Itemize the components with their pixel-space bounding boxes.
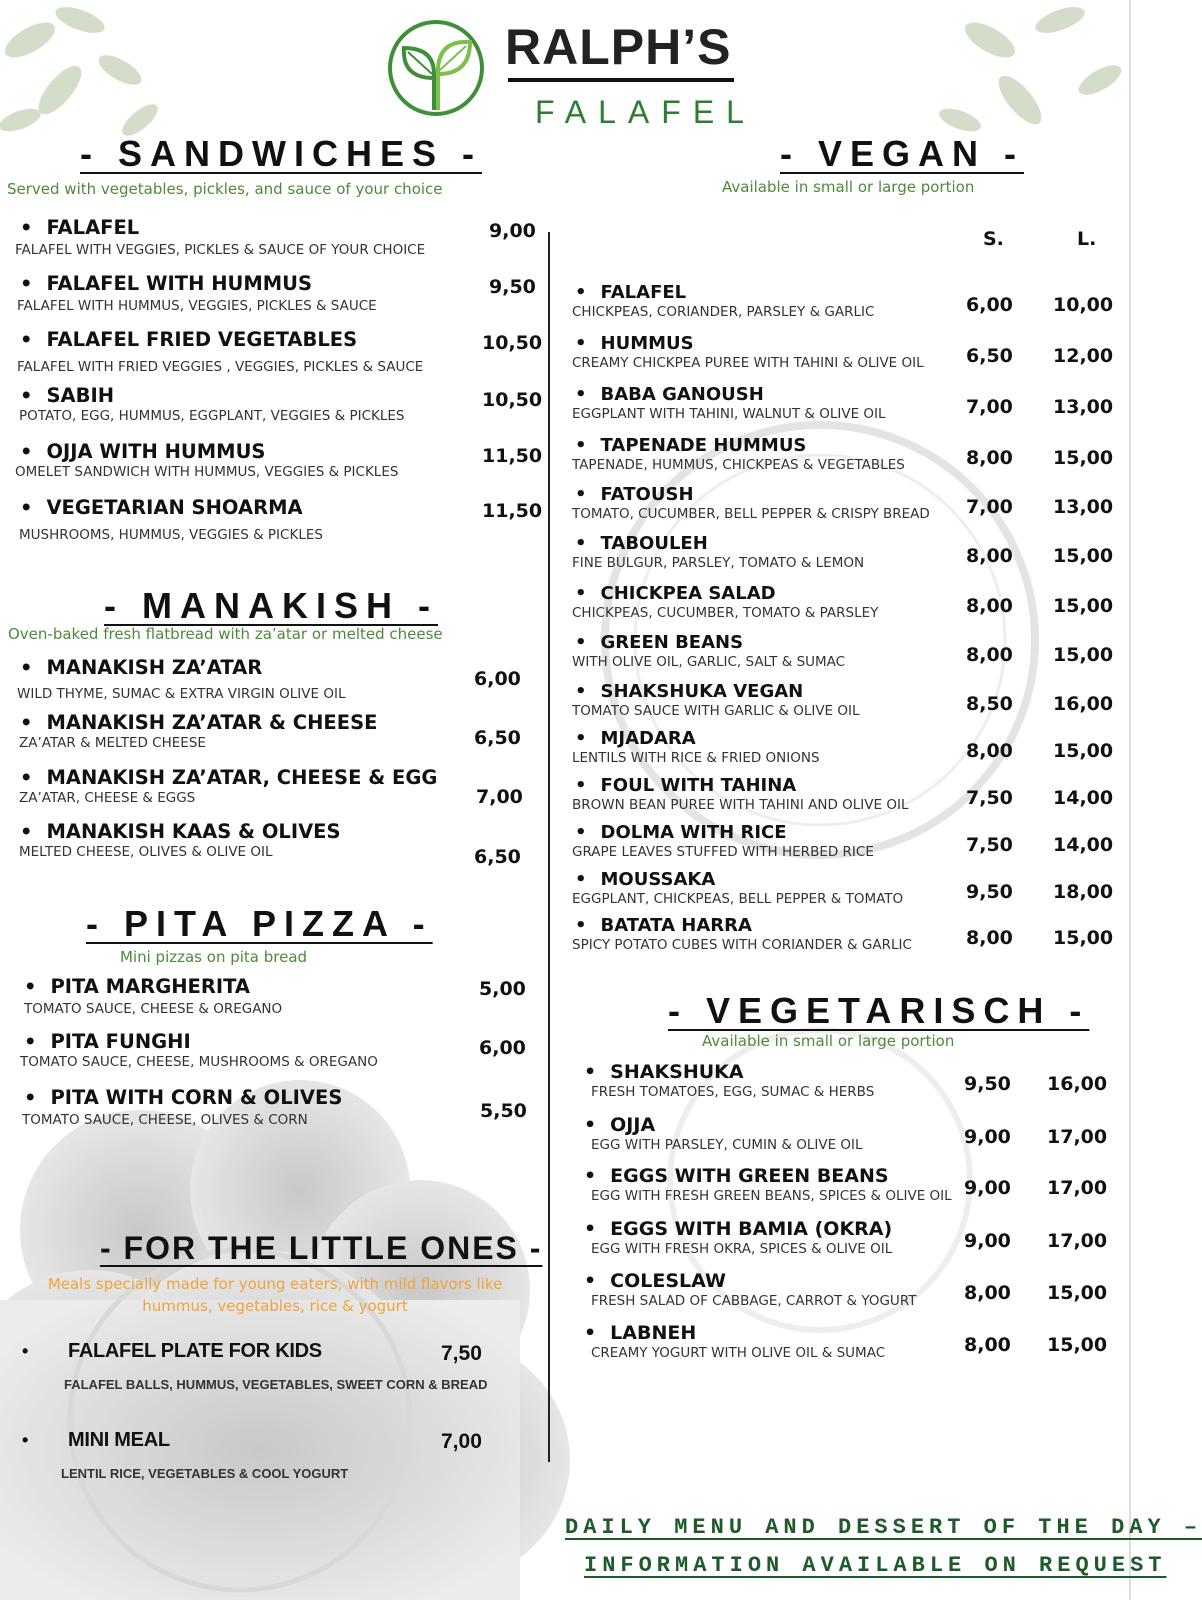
item-name: • PITA FUNGHI: [24, 1030, 378, 1053]
brand-divider: [508, 78, 734, 82]
menu-item: [584, 1322, 885, 1361]
item-description: WILD THYME, SUMAC & EXTRA VIRGIN OLIVE OIL: [17, 686, 346, 702]
menu-item: [572, 915, 912, 953]
item-name: • EGGS WITH GREEN BEANS: [584, 1165, 952, 1187]
item-price: 9,50: [489, 276, 536, 298]
item-description: MELTED CHEESE, OLIVES & OLIVE OIL: [19, 844, 273, 860]
little-ones-heading: - FOR THE LITTLE ONES -: [100, 1230, 543, 1266]
menu-item: [24, 1086, 342, 1128]
item-price: 7,00: [441, 1430, 482, 1453]
item-name: • LABNEH: [584, 1322, 885, 1344]
small-price: 8,00: [966, 545, 1013, 567]
item-description: CREAMY CHICKPEA PUREE WITH TAHINI & OLIVE OIL: [572, 355, 924, 371]
menu-item: [22, 1340, 487, 1392]
item-price: 11,50: [482, 445, 543, 467]
menu-item: [22, 1429, 348, 1481]
small-price: 9,00: [964, 1230, 1011, 1252]
vegan-subtitle: Available in small or large portion: [722, 178, 975, 196]
item-name: • SABIH: [20, 384, 405, 407]
small-size-header: S.: [983, 228, 1004, 250]
item-price: 5,00: [479, 978, 526, 1000]
item-description: TOMATO SAUCE, CHEESE & OREGANO: [24, 1001, 283, 1017]
menu-item: [572, 484, 930, 522]
large-price: 15,00: [1047, 1282, 1108, 1304]
item-name: • MANAKISH ZA’ATAR: [20, 656, 345, 679]
item-description: BROWN BEAN PUREE WITH TAHINI AND OLIVE OIL: [572, 797, 909, 813]
item-description: MUSHROOMS, HUMMUS, VEGGIES & PICKLES: [19, 527, 323, 543]
sandwiches-heading: - SANDWICHES -: [80, 133, 482, 174]
item-description: ZA’ATAR & MELTED CHEESE: [19, 735, 206, 751]
item-name: • TABOULEH: [575, 533, 864, 554]
item-description: CHICKPEAS, CUCUMBER, TOMATO & PARSLEY: [572, 605, 879, 621]
item-description: EGG WITH PARSLEY, CUMIN & OLIVE OIL: [591, 1137, 863, 1153]
small-price: 7,50: [966, 834, 1013, 856]
vegetarisch-heading: - VEGETARISCH -: [668, 990, 1090, 1031]
menu-item: [17, 272, 377, 314]
item-name: • HUMMUS: [575, 333, 924, 354]
footer-line-2: INFORMATION AVAILABLE ON REQUEST: [584, 1553, 1167, 1578]
small-price: 8,00: [966, 447, 1013, 469]
large-price: 14,00: [1053, 787, 1114, 809]
small-price: 6,50: [966, 345, 1013, 367]
item-description: FALAFEL WITH HUMMUS, VEGGIES, PICKLES & SAUCE: [17, 298, 377, 314]
large-price: 17,00: [1047, 1177, 1108, 1199]
menu-item: [15, 216, 426, 258]
item-name: • FATOUSH: [575, 484, 930, 505]
column-divider: [548, 232, 550, 1462]
small-price: 8,00: [964, 1282, 1011, 1304]
item-name: • FOUL WITH TAHINA: [575, 775, 908, 796]
item-description: WITH OLIVE OIL, GARLIC, SALT & SUMAC: [572, 654, 846, 670]
item-price: 10,50: [482, 389, 543, 411]
item-name: • FALAFEL FRIED VEGETABLES: [20, 328, 423, 351]
item-description: GRAPE LEAVES STUFFED WITH HERBED RICE: [572, 844, 874, 860]
small-price: 6,00: [966, 294, 1013, 316]
item-description: SPICY POTATO CUBES WITH CORIANDER & GARLIC: [572, 937, 912, 953]
item-description: TOMATO SAUCE, CHEESE, OLIVES & CORN: [22, 1112, 308, 1128]
large-price: 15,00: [1053, 927, 1114, 949]
small-price: 7,00: [966, 496, 1013, 518]
menu-item: [24, 975, 282, 1017]
small-price: 9,00: [964, 1177, 1011, 1199]
vegan-heading: - VEGAN -: [780, 133, 1025, 174]
small-price: 8,50: [966, 693, 1013, 715]
menu-item: [20, 496, 323, 543]
item-price: 9,00: [489, 220, 536, 242]
item-name: • FALAFEL PLATE FOR KIDS: [22, 1340, 487, 1363]
large-price: 13,00: [1053, 396, 1114, 418]
item-description: EGG WITH FRESH OKRA, SPICES & OLIVE OIL: [591, 1241, 893, 1257]
menu-item: [572, 681, 860, 719]
item-price: 6,50: [474, 846, 521, 868]
footer-line-1: DAILY MENU AND DESSERT OF THE DAY –: [565, 1515, 1202, 1540]
large-price: 14,00: [1053, 834, 1114, 856]
item-name: • OJJA: [584, 1114, 863, 1136]
item-name: • FALAFEL WITH HUMMUS: [20, 272, 377, 295]
menu-item: [572, 533, 865, 571]
menu-item: [17, 328, 424, 375]
item-description: LENTILS WITH RICE & FRIED ONIONS: [572, 750, 820, 766]
item-description: FRESH TOMATOES, EGG, SUMAC & HERBS: [591, 1084, 875, 1100]
small-price: 7,00: [966, 396, 1013, 418]
item-description: FALAFEL WITH FRIED VEGGIES , VEGGIES, PICKLES & SAUCE: [17, 359, 424, 375]
item-name: • MANAKISH ZA’ATAR & CHEESE: [20, 711, 377, 734]
item-price: 11,50: [482, 500, 543, 522]
item-description: CHICKPEAS, CORIANDER, PARSLEY & GARLIC: [572, 304, 875, 320]
menu-item: [572, 869, 904, 907]
menu-item: [572, 632, 846, 670]
menu-item: [20, 766, 437, 806]
large-price: 15,00: [1053, 595, 1114, 617]
item-description: FINE BULGUR, PARSLEY, TOMATO & LEMON: [572, 555, 865, 571]
large-price: 15,00: [1053, 447, 1114, 469]
item-name: • COLESLAW: [584, 1270, 916, 1292]
small-price: 9,50: [964, 1073, 1011, 1095]
item-price: 6,00: [479, 1037, 526, 1059]
menu-item: [584, 1218, 892, 1257]
item-description: ZA’ATAR, CHEESE & EGGS: [19, 790, 196, 806]
item-name: • MINI MEAL: [22, 1429, 348, 1452]
menu-item: [584, 1165, 952, 1204]
item-name: • EGGS WITH BAMIA (OKRA): [584, 1218, 892, 1240]
pita-pizza-subtitle: Mini pizzas on pita bread: [120, 948, 308, 966]
small-price: 8,00: [964, 1334, 1011, 1356]
item-description: FALAFEL WITH VEGGIES, PICKLES & SAUCE OF YOUR CHOICE: [15, 242, 426, 258]
little-ones-subtitle: Meals specially made for young eaters, with mild flavors like hummus, vegetables, rice & yogurt: [47, 1275, 503, 1315]
item-description: FRESH SALAD OF CABBAGE, CARROT & YOGURT: [591, 1293, 917, 1309]
small-price: 9,00: [964, 1126, 1011, 1148]
brand-name: RALPH’S: [505, 19, 732, 75]
manakish-subtitle: Oven-baked fresh flatbread with za’atar or melted cheese: [8, 625, 443, 643]
item-name: • OJJA WITH HUMMUS: [20, 440, 398, 463]
item-description: FALAFEL BALLS, HUMMUS, VEGETABLES, SWEET CORN & BREAD: [64, 1377, 488, 1392]
item-price: 5,50: [480, 1100, 527, 1122]
item-price: 7,50: [441, 1342, 482, 1365]
large-price: 15,00: [1053, 644, 1114, 666]
large-price: 18,00: [1053, 881, 1114, 903]
item-name: • MJADARA: [575, 728, 820, 749]
menu-item: [20, 384, 405, 424]
item-name: • MANAKISH KAAS & OLIVES: [20, 820, 341, 843]
item-description: LENTIL RICE, VEGETABLES & COOL YOGURT: [61, 1466, 349, 1481]
small-price: 7,50: [966, 787, 1013, 809]
large-price: 15,00: [1053, 545, 1114, 567]
large-price: 17,00: [1047, 1126, 1108, 1148]
large-price: 15,00: [1047, 1334, 1108, 1356]
menu-item: [20, 820, 341, 860]
item-description: TOMATO SAUCE WITH GARLIC & OLIVE OIL: [572, 703, 860, 719]
item-price: 10,50: [482, 332, 543, 354]
item-name: • BATATA HARRA: [575, 915, 912, 936]
menu-item: [15, 440, 399, 480]
leaves-top-left-decor: [0, 2, 163, 141]
small-price: 8,00: [966, 595, 1013, 617]
menu-item: [584, 1270, 916, 1309]
item-name: • GREEN BEANS: [575, 632, 845, 653]
menu-item: [572, 822, 874, 860]
item-price: 6,50: [474, 727, 521, 749]
item-name: • TAPENADE HUMMUS: [575, 435, 905, 456]
menu-item: [572, 583, 879, 621]
menu-item: [20, 711, 377, 751]
item-name: • DOLMA WITH RICE: [575, 822, 874, 843]
item-description: EGG WITH FRESH GREEN BEANS, SPICES & OLIVE OIL: [591, 1188, 952, 1204]
pita-pizza-heading: - PITA PIZZA -: [86, 903, 433, 944]
menu-item: [572, 728, 820, 766]
menu-item: [572, 435, 905, 473]
large-size-header: L.: [1077, 228, 1097, 250]
menu-item: [572, 775, 909, 813]
small-price: 8,00: [966, 740, 1013, 762]
large-price: 15,00: [1053, 740, 1114, 762]
item-name: • PITA WITH CORN & OLIVES: [24, 1086, 342, 1109]
item-price: 6,00: [474, 668, 521, 690]
item-name: • VEGETARIAN SHOARMA: [20, 496, 323, 519]
menu-item: [584, 1114, 863, 1153]
item-description: POTATO, EGG, HUMMUS, EGGPLANT, VEGGIES & PICKLES: [19, 408, 405, 424]
small-price: 8,00: [966, 927, 1013, 949]
item-name: • SHAKSHUKA VEGAN: [575, 681, 860, 702]
menu-item: [17, 656, 346, 702]
item-name: • SHAKSHUKA: [584, 1061, 874, 1083]
leaves-top-right-decor: [936, 2, 1126, 136]
item-name: • BABA GANOUSH: [575, 384, 886, 405]
item-description: TOMATO, CUCUMBER, BELL PEPPER & CRISPY BREAD: [572, 506, 930, 522]
large-price: 16,00: [1053, 693, 1114, 715]
item-description: EGGPLANT, CHICKPEAS, BELL PEPPER & TOMATO: [572, 891, 904, 907]
large-price: 16,00: [1047, 1073, 1108, 1095]
menu-item: [572, 333, 924, 371]
sandwiches-subtitle: Served with vegetables, pickles, and sauce of your choice: [7, 180, 443, 198]
menu-item: [572, 282, 875, 320]
large-price: 10,00: [1053, 294, 1114, 316]
item-price: 7,00: [476, 786, 523, 808]
brand-subtitle: FALAFEL: [535, 94, 756, 130]
manakish-heading: - MANAKISH -: [104, 585, 438, 626]
item-description: EGGPLANT WITH TAHINI, WALNUT & OLIVE OIL: [572, 406, 886, 422]
large-price: 17,00: [1047, 1230, 1108, 1252]
vegetarisch-subtitle: Available in small or large portion: [702, 1032, 955, 1050]
menu-item: [20, 1030, 378, 1070]
item-description: TOMATO SAUCE, CHEESE, MUSHROOMS & OREGANO: [20, 1054, 378, 1070]
item-name: • MOUSSAKA: [575, 869, 903, 890]
large-price: 13,00: [1053, 496, 1114, 518]
item-name: • MANAKISH ZA’ATAR, CHEESE & EGG: [20, 766, 437, 789]
item-name: • PITA MARGHERITA: [24, 975, 282, 998]
small-price: 8,00: [966, 644, 1013, 666]
menu-item: [584, 1061, 874, 1100]
item-name: • FALAFEL: [20, 216, 425, 239]
large-price: 12,00: [1053, 345, 1114, 367]
small-price: 9,50: [966, 881, 1013, 903]
item-description: CREAMY YOGURT WITH OLIVE OIL & SUMAC: [591, 1345, 886, 1361]
item-description: TAPENADE, HUMMUS, CHICKPEAS & VEGETABLES: [572, 457, 905, 473]
item-name: • CHICKPEA SALAD: [575, 583, 878, 604]
item-name: • FALAFEL: [575, 282, 874, 303]
item-description: OMELET SANDWICH WITH HUMMUS, VEGGIES & PICKLES: [15, 464, 399, 480]
leaf-logo-icon: [384, 18, 488, 118]
menu-item: [572, 384, 886, 422]
